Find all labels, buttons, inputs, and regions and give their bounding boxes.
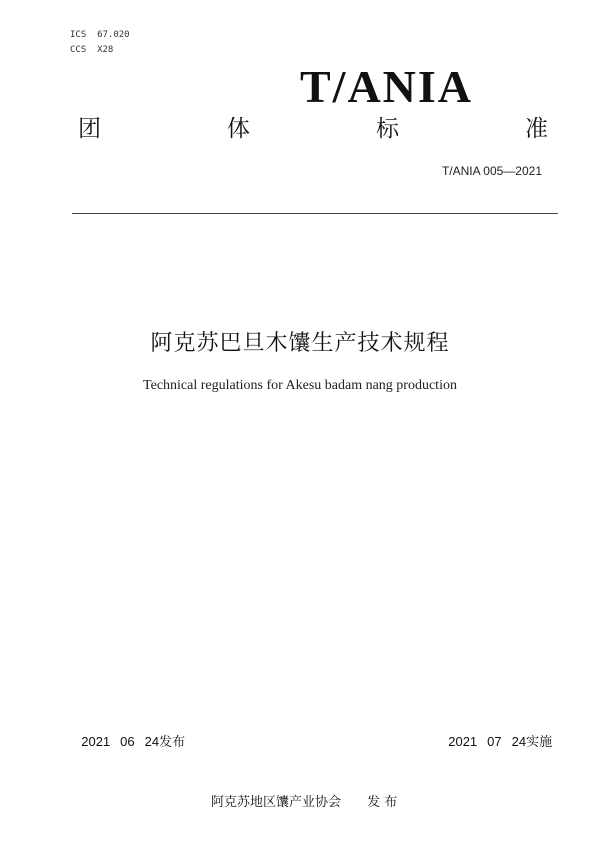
implement-year: 2021 (448, 734, 478, 749)
standard-type-char: 团 (78, 116, 101, 142)
issue-label: 发布 (159, 734, 186, 749)
publisher-name: 阿克苏地区馕产业协会 (211, 795, 342, 810)
implement-month: 07 (487, 734, 502, 749)
issue-month: 06 (120, 734, 135, 749)
classification-codes (70, 28, 130, 58)
standard-type-char: 体 (227, 116, 250, 142)
document-title-english: Technical regulations for Akesu badam nang production (143, 378, 457, 393)
implementation-date (441, 716, 552, 750)
organization-mark: T/ANIA (300, 61, 474, 112)
publisher-line (0, 776, 600, 810)
standard-type-char: 标 (376, 116, 399, 142)
standard-type-char: 准 (525, 116, 548, 142)
standard-type-heading (78, 113, 548, 145)
implement-label: 实施 (526, 734, 553, 749)
issue-date (74, 716, 185, 750)
issue-year: 2021 (81, 734, 111, 749)
document-title-chinese: 阿克苏巴旦木馕生产技术规程 (150, 331, 450, 356)
header-divider (72, 213, 558, 214)
ics-code: ICS 67.020 (70, 30, 130, 40)
ccs-code: CCS X28 (70, 45, 114, 55)
publish-label: 发 布 (367, 795, 398, 810)
implement-day: 24 (511, 734, 527, 749)
issue-day: 24 (144, 734, 160, 749)
standard-number: T/ANIA 005—2021 (441, 164, 542, 178)
